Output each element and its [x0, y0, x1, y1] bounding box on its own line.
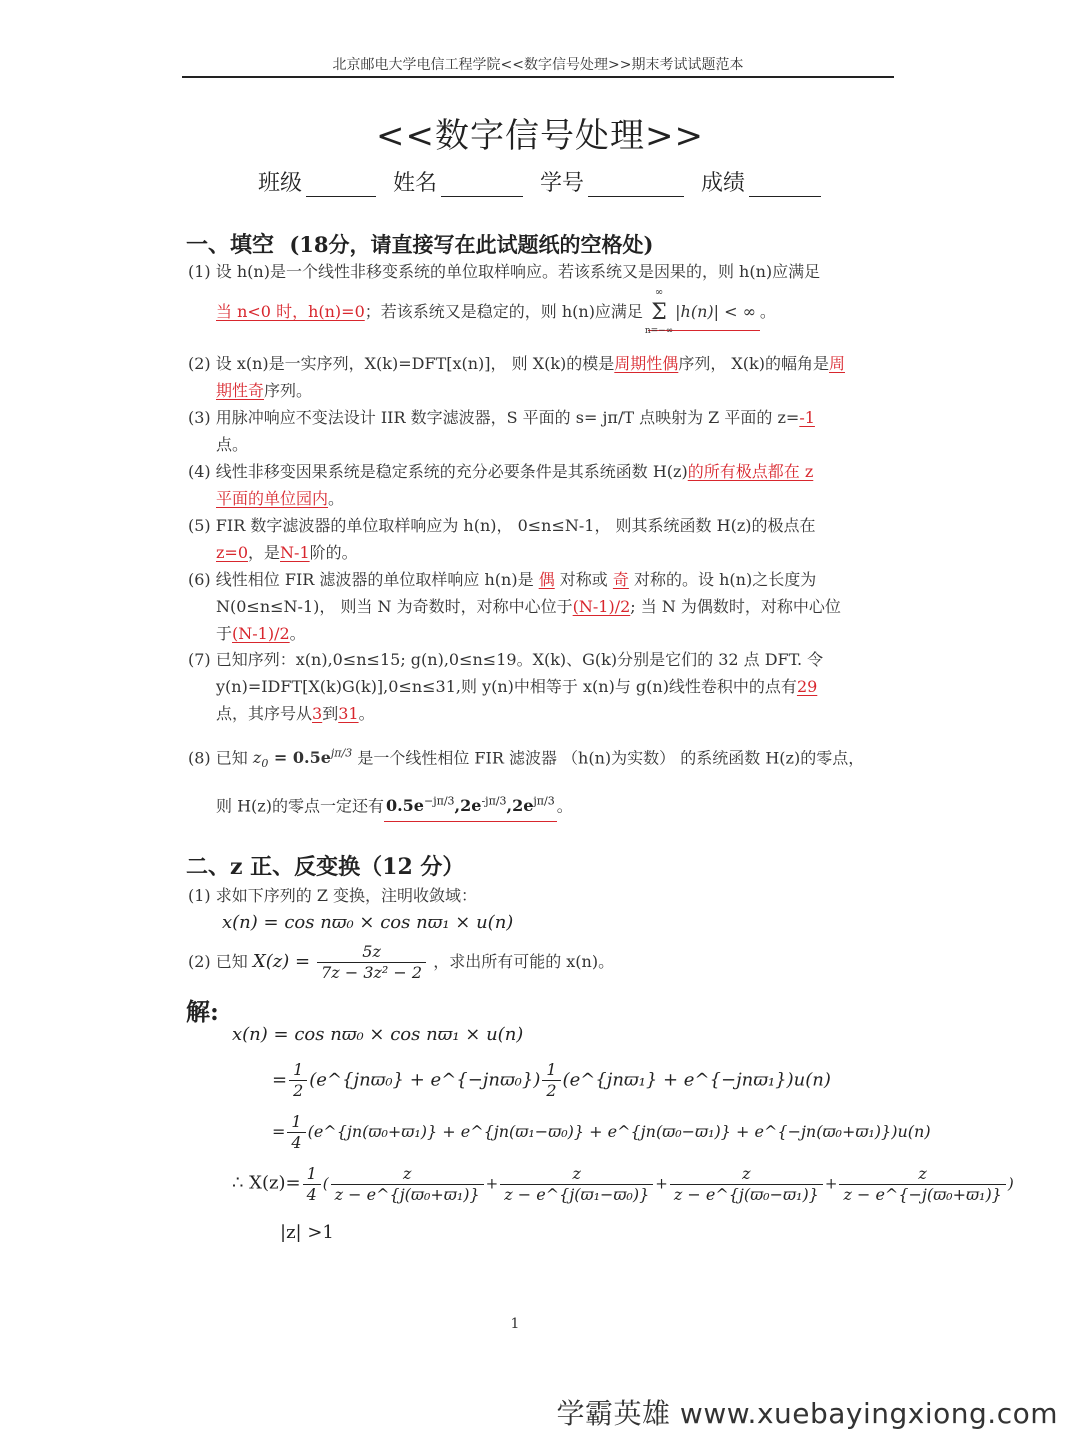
denominator: z − e^{j(ϖ₀+ϖ₁)} [334, 1185, 480, 1204]
expr: (e^{jnϖ₀} + e^{−jnϖ₀}) [309, 1069, 541, 1091]
question-3 [188, 404, 888, 458]
q-number: (8) [188, 748, 211, 768]
q-number: (6) [188, 570, 211, 589]
q-text: ，求出所有可能的 x(n)。 [433, 952, 615, 971]
answer-even: 偶 [538, 570, 555, 589]
q-number: (4) [188, 462, 211, 481]
z0-exponent: jπ/3 [330, 747, 353, 760]
term-2 [500, 1164, 653, 1205]
q-text: 序列。 [264, 381, 313, 400]
q-text: 序列， X(k)的幅角是 [678, 354, 829, 373]
expr: (e^{jnϖ₁} + e^{−jnϖ₁})u(n) [562, 1069, 831, 1091]
zero-1-base: 0.5e [385, 796, 424, 816]
answer-stable [644, 286, 760, 336]
denominator: z − e^{−j(ϖ₀+ϖ₁)} [843, 1185, 1002, 1204]
q-number: (1) [188, 886, 211, 905]
q-text: 求如下序列的 Z 变换，注明收敛域： [215, 886, 478, 905]
z0-symbol: z [252, 748, 262, 768]
question-1 [188, 258, 888, 285]
name-label: 姓名 [393, 171, 438, 196]
q-end: 。 [358, 704, 375, 723]
q-number: (2) [188, 354, 211, 373]
name-blank[interactable] [441, 172, 523, 197]
question-4 [188, 458, 888, 512]
denominator: 2 [546, 1081, 557, 1100]
sum-upper-limit: ∞ [654, 286, 664, 298]
solution-line-1: x(n) = cos nϖ₀ × cos nϖ₁ × u(n) [232, 1024, 524, 1045]
solution-line-4: ∴ X(z)= $\frac{1}{4}$ ( $\frac{z}{\text{z − e\textasciicircum{}\{j(ϖ₀+ϖ₁)\}}}$ + $\frac{z}{\text{z − e\textasciicircum{}\{j(ϖ₁−ϖ₀)\}}}$ + $\frac{z}{\text{z − e\textasciicircum{}\{j(ϖ₀−ϖ₁)\}}}$ + $\frac{z}{\text{z − e\textasciicircum{}\{−j(ϖ₀+ϖ₁)\}}}$ ) [232, 1164, 1014, 1204]
term-3 [670, 1164, 823, 1205]
q-text: 已知序列：x(n),0≤n≤15; g(n),0≤n≤19。X(k)、G(k)分别是它们的 32 点 DFT. 令 [215, 650, 824, 669]
question-8-cont [216, 788, 916, 819]
z0-subscript: 0 [261, 757, 269, 771]
term-4 [839, 1164, 1005, 1205]
denominator: z − e^{j(ϖ₁−ϖ₀)} [504, 1185, 650, 1204]
q-text: 则 H(z)的零点一定还有 [216, 796, 384, 816]
quarter-frac [287, 1112, 305, 1153]
numerator: 5z [317, 942, 426, 963]
answer-end: 31 [338, 704, 359, 723]
answer-zeros [384, 796, 557, 822]
solution-label: 解: [186, 997, 219, 1026]
q-number: (5) [188, 516, 211, 535]
q-text: 是一个线性相位 FIR 滤波器 （h(n)为实数） 的系统函数 H(z)的零点， [357, 748, 865, 768]
q-text: ；若该系统又是稳定的，则 h(n)应满足 [364, 302, 643, 321]
region-of-convergence: |z| >1 [280, 1222, 334, 1243]
solution-line-3 [272, 1112, 931, 1153]
watermark: 学霸英雄 www.xuebayingxiong.com [556, 1397, 1058, 1430]
answer-center-even: (N-1)/2 [232, 624, 290, 643]
q-number: (2) [188, 952, 211, 971]
answer-causal: 当 n<0 时，h(n)=0 [216, 302, 365, 321]
expr: (e^{jn(ϖ₀+ϖ₁)} + e^{jn(ϖ₁−ϖ₀)} + e^{jn(ϖ₀−ϖ₁)} + e^{−jn(ϖ₀+ϖ₁)})u(n) [307, 1122, 931, 1141]
q-number: (3) [188, 408, 211, 427]
q-text: 于 [216, 624, 233, 643]
question-6 [188, 566, 888, 647]
z0-value: = 0.5e [268, 748, 331, 768]
numerator: 1 [542, 1060, 560, 1081]
formula-X-z: X(z) = [252, 951, 311, 972]
q-text: 用脉冲响应不变法设计 IIR 数字滤波器，S 平面的 s= jπ/T 点映射为 Z 平面的 z= [215, 408, 800, 427]
question-5 [188, 512, 888, 566]
answer-pole-order: N-1 [280, 543, 310, 562]
section1-title [186, 228, 653, 259]
zero-2-base: ,2e [454, 796, 482, 816]
question-8 [188, 740, 888, 778]
answer-count: 29 [796, 677, 818, 696]
section1-note: (18分，请直接写在此试题纸的空格处) [289, 232, 654, 257]
zero-z0 [252, 747, 353, 771]
score-label: 成绩 [701, 171, 746, 196]
q-text: N(0≤n≤N-1)， 则当 N 为奇数时，对称中心位于 [216, 597, 573, 616]
q-text: y(n)=IDFT[X(k)G(k)],0≤n≤31,则 y(n)中相等于 x(n)与 g(n)线性卷积中的点有 [216, 677, 797, 696]
q-text: 已知 [215, 748, 248, 768]
half-frac [542, 1060, 560, 1101]
numerator: 1 [289, 1060, 307, 1081]
q-text: FIR 数字滤波器的单位取样响应为 h(n)， 0≤n≤N-1， 则其系统函数 H(z)的极点在 [215, 516, 816, 535]
student-info-fields [258, 166, 831, 197]
q-text: ，是 [248, 543, 281, 562]
stable-condition: |h(n)| < ∞ [675, 302, 756, 321]
class-label: 班级 [258, 171, 303, 196]
zero-3-exp: jπ/3 [533, 795, 555, 808]
class-blank[interactable] [306, 172, 376, 197]
q-text: 对称或 [559, 570, 608, 589]
equals: = [272, 1122, 286, 1141]
answer-magnitude: 周期性偶 [614, 354, 679, 373]
q-end: 。 [328, 489, 345, 508]
zero-3-base: ,2e [506, 796, 534, 816]
q-text: ; 当 N 为偶数时，对称中心位 [630, 597, 841, 616]
answer-pole-location: z=0 [216, 543, 249, 562]
answer-stability-2: 平面的单位园内 [216, 489, 329, 508]
answer-phase-2: 期性奇 [216, 381, 265, 400]
solution-line-2 [272, 1060, 831, 1101]
page-number: 1 [510, 1316, 520, 1332]
s2-question-2 [188, 942, 888, 983]
numerator: 1 [303, 1164, 321, 1185]
exam-title: <<数字信号处理>> [376, 116, 704, 156]
question-2 [188, 350, 888, 404]
numerator: 1 [287, 1112, 305, 1133]
denominator: 4 [306, 1185, 317, 1204]
question-7 [188, 646, 888, 727]
half-frac [289, 1060, 307, 1101]
answer-start: 3 [312, 704, 323, 723]
q-end: 。 [759, 302, 776, 321]
q-text: 线性相位 FIR 滤波器的单位取样响应 h(n)是 [215, 570, 534, 589]
question-1-cont [216, 286, 896, 336]
denominator: 4 [291, 1133, 302, 1152]
s2-question-1 [188, 882, 888, 936]
denominator: 2 [293, 1081, 304, 1100]
sum-symbol: Σ ∞ n=−∞ [648, 302, 670, 324]
q-end: 。 [556, 796, 573, 816]
denominator: 7z − 3z² − 2 [321, 963, 423, 982]
term-1 [331, 1164, 484, 1205]
numerator: z [500, 1164, 653, 1185]
q-text: 阶的。 [309, 543, 358, 562]
q-text: 已知 [215, 952, 248, 971]
answer-z-map: -1 [799, 408, 815, 427]
q-number: (7) [188, 650, 211, 669]
score-blank[interactable] [749, 172, 821, 197]
q-text: 对称的。设 h(n)之长度为 [634, 570, 817, 589]
quarter-frac [303, 1164, 321, 1205]
q-text: 线性非移变因果系统是稳定系统的充分必要条件是其系统函数 H(z) [215, 462, 688, 481]
equals: = [272, 1069, 288, 1091]
therefore-X-z: ∴ X(z)= [232, 1172, 301, 1194]
q-text: 到 [322, 704, 339, 723]
answer-stability-1: 的所有极点都在 z [687, 462, 814, 481]
q-end: 。 [289, 624, 306, 643]
q-text: 点，其序号从 [216, 704, 313, 723]
sum-lower-limit: n=−∞ [644, 325, 674, 336]
id-blank[interactable] [588, 172, 684, 197]
fraction [317, 942, 426, 983]
zero-2-exp: -jπ/3 [481, 795, 507, 808]
numerator: z [331, 1164, 484, 1185]
zero-1-exp: −jπ/3 [423, 795, 455, 808]
section1-heading: 一、填空 [186, 232, 275, 258]
q-number: (1) [188, 262, 211, 281]
answer-center-odd: (N-1)/2 [572, 597, 631, 616]
formula-x-n: x(n) = cos nϖ₀ × cos nϖ₁ × u(n) [222, 912, 514, 933]
numerator: z [839, 1164, 1005, 1185]
q-text: 设 h(n)是一个线性非移变系统的单位取样响应。若该系统又是因果的，则 h(n)应满足 [215, 262, 821, 281]
denominator: z − e^{j(ϖ₀−ϖ₁)} [673, 1185, 819, 1204]
q-text: 设 x(n)是一实序列，X(k)=DFT[x(n)]， 则 X(k)的模是 [215, 354, 615, 373]
id-label: 学号 [540, 171, 585, 196]
q-text: 点。 [216, 435, 249, 454]
numerator: z [670, 1164, 823, 1185]
answer-phase-1: 周 [828, 354, 845, 373]
page-header: 北京邮电大学电信工程学院<<数字信号处理>>期末考试试题范本 [332, 57, 744, 73]
header-rule [182, 76, 894, 78]
section2-title: 二、z 正、反变换（12 分） [186, 854, 465, 880]
answer-odd: 奇 [612, 570, 629, 589]
